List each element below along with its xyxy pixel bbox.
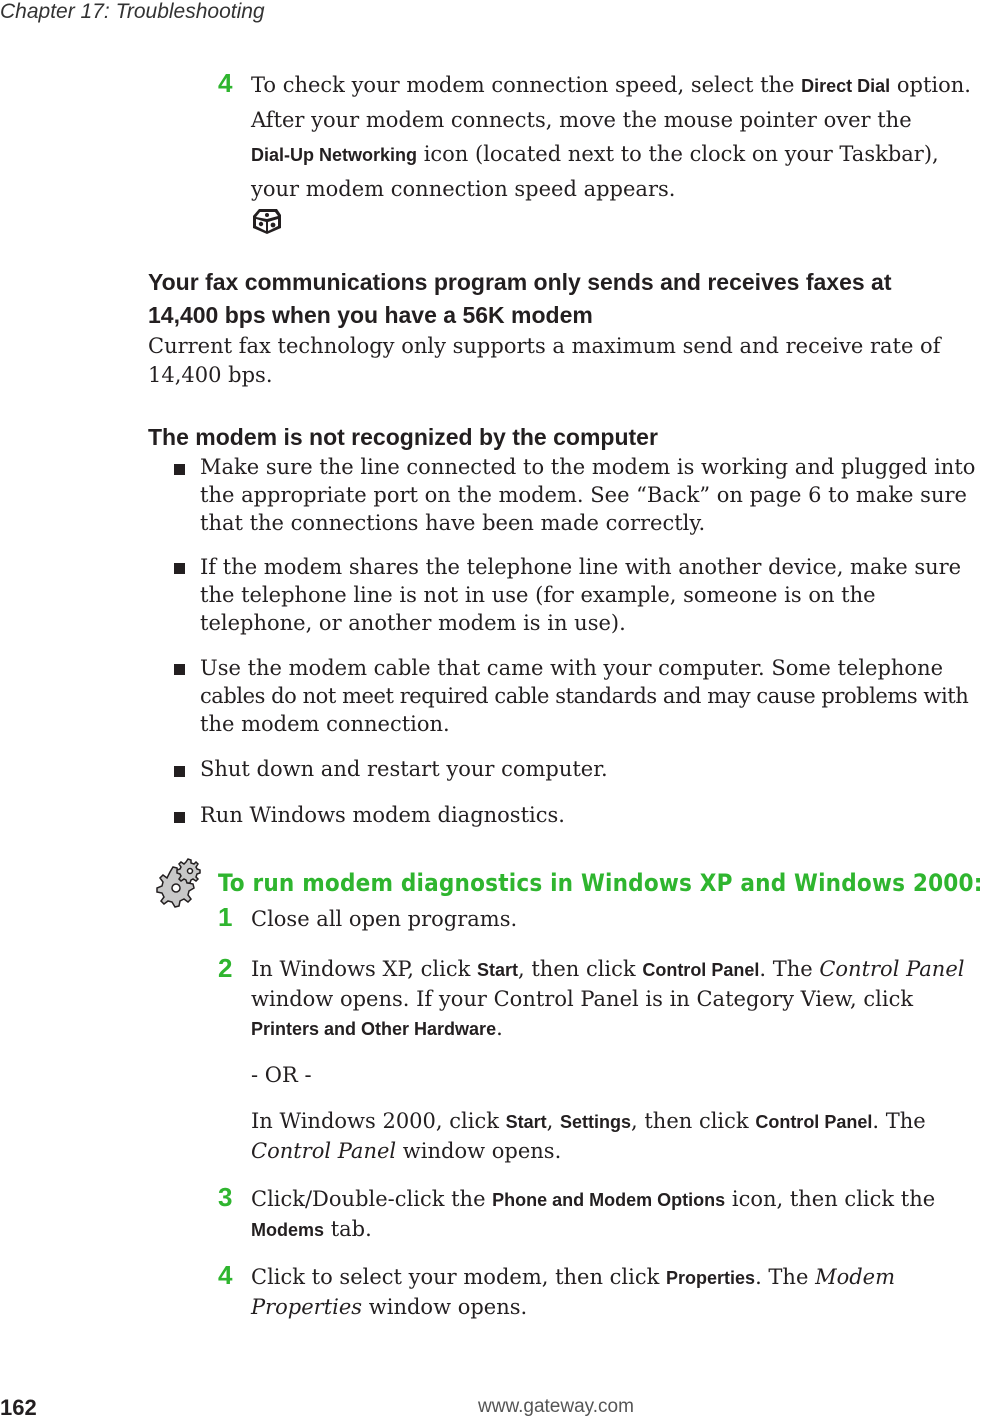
dialup-networking-label: Dial-Up Networking xyxy=(251,145,418,165)
step-1-text: Close all open programs. xyxy=(251,907,518,931)
bullet-icon xyxy=(174,464,185,475)
page-number: 162 xyxy=(0,1395,37,1420)
bullet-icon xyxy=(174,664,185,675)
list-item: Make sure the line connected to the modem is working and plugged into the appropriate port on the modem. See “Back” on page 6 to make sure that the connections have been made correctly. xyxy=(200,455,976,535)
step-4b-text: Click to select your modem, then click Properties. The Modem Properties window opens. xyxy=(251,1265,896,1319)
procedure-title: To run modem diagnostics in Windows XP and Windows 2000: xyxy=(218,869,983,897)
fax-body: Current fax technology only supports a maximum send and receive rate of 14,400 bps. xyxy=(148,334,941,387)
bullet-icon xyxy=(174,563,185,574)
step-2-alt-text: In Windows 2000, click Start, Settings, then click Control Panel. The Control Panel window opens. xyxy=(251,1109,926,1163)
control-panel-label: Control Panel xyxy=(755,1112,873,1132)
list-item: Run Windows modem diagnostics. xyxy=(200,803,565,827)
direct-dial-label: Direct Dial xyxy=(801,76,891,96)
start-label: Start xyxy=(505,1112,547,1132)
settings-label: Settings xyxy=(560,1112,632,1132)
step-number: 2 xyxy=(218,953,233,983)
step-2-text: In Windows XP, click Start, then click Control Panel. The Control Panel window opens. If your Control Panel is in Category View, click Printers and Other Hardware. xyxy=(251,957,965,1040)
start-label: Start xyxy=(477,960,519,980)
modem-heading: The modem is not recognized by the computer xyxy=(148,424,658,450)
gateway-logo-icon xyxy=(250,206,284,236)
list-item: Use the modem cable that came with your computer. Some telephone cables do not meet required cable standards and may cause problems with the modem connection. xyxy=(200,656,969,736)
step-4-text: To check your modem connection speed, select the Direct Dial option. After your modem connects, move the mouse pointer over the Dial-Up Networking icon (located next to the clock on your Taskbar), your modem connection speed appears. xyxy=(251,73,971,201)
step-number: 1 xyxy=(218,902,233,932)
fax-heading: Your fax communications program only sends and receives faxes at 14,400 bps when you have a 56K modem xyxy=(148,269,892,328)
control-panel-label: Control Panel xyxy=(642,960,760,980)
step-number: 4 xyxy=(218,1260,233,1290)
gears-icon xyxy=(148,858,204,912)
chapter-header: Chapter 17: Troubleshooting xyxy=(0,0,265,23)
list-item: Shut down and restart your computer. xyxy=(200,757,608,781)
phone-modem-options-label: Phone and Modem Options xyxy=(492,1190,726,1210)
step-number: 3 xyxy=(218,1182,233,1212)
printers-hardware-label: Printers and Other Hardware xyxy=(251,1019,497,1039)
properties-label: Properties xyxy=(666,1268,756,1288)
list-item: If the modem shares the telephone line with another device, make sure the telephone line is not in use (for example, someone is on the telephone, or another modem is in use). xyxy=(200,555,962,635)
footer-url[interactable]: www.gateway.com xyxy=(478,1396,634,1417)
step-3-text: Click/Double-click the Phone and Modem Options icon, then click the Modems tab. xyxy=(251,1187,936,1241)
bullet-icon xyxy=(174,812,185,823)
or-separator: - OR - xyxy=(251,1063,312,1087)
bullet-icon xyxy=(174,766,185,777)
modems-tab-label: Modems xyxy=(251,1220,325,1240)
step-number: 4 xyxy=(218,68,233,98)
